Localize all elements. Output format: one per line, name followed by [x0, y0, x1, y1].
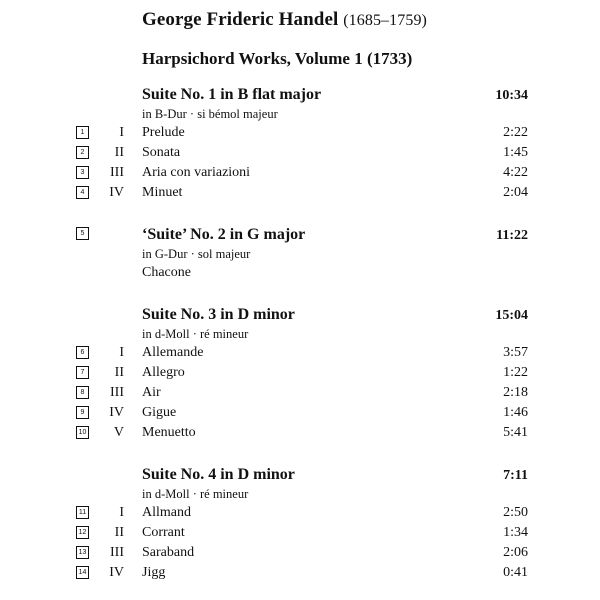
movement-duration: 2:50: [503, 505, 528, 520]
movement-name: Minuet: [142, 185, 183, 200]
movement-roman: III: [110, 385, 124, 400]
movement-roman: IV: [109, 185, 124, 200]
movement-name: Allmand: [142, 505, 191, 520]
track-number-14: 14: [76, 566, 89, 579]
movement-name: Allemande: [142, 345, 204, 360]
movement-name: Jigg: [142, 565, 166, 580]
track-number-4: 4: [76, 186, 89, 199]
composer-dates: (1685–1759): [343, 12, 427, 29]
suite-3-subtitle: in d-Moll · ré mineur: [142, 327, 249, 341]
track-number-6: 6: [76, 346, 89, 359]
track-number-11: 11: [76, 506, 89, 519]
movement-roman: IV: [109, 405, 124, 420]
movement-roman: I: [119, 345, 124, 360]
movement-duration: 3:57: [503, 345, 528, 360]
movement-name: Menuetto: [142, 425, 196, 440]
track-number-13: 13: [76, 546, 89, 559]
suite-3-duration: 15:04: [495, 308, 528, 323]
track-number-2: 2: [76, 146, 89, 159]
movement-duration: 1:45: [503, 145, 528, 160]
suite-1-title: Suite No. 1 in B flat major: [142, 86, 322, 103]
movement-duration: 2:06: [503, 545, 528, 560]
track-number-10: 10: [76, 426, 89, 439]
movement-name: Allegro: [142, 365, 185, 380]
movement-roman: IV: [109, 565, 124, 580]
movement-name: Corrant: [142, 525, 185, 540]
movement-roman: II: [114, 365, 124, 380]
suite-4-subtitle: in d-Moll · ré mineur: [142, 487, 249, 501]
movement-duration: 0:41: [503, 565, 528, 580]
track-number-1: 1: [76, 126, 89, 139]
suite-2-subtitle: in G-Dur · sol majeur: [142, 247, 251, 261]
movement-name: Sonata: [142, 145, 181, 160]
movement-roman: III: [110, 545, 124, 560]
suite-4-title: Suite No. 4 in D minor: [142, 466, 295, 483]
track-number-8: 8: [76, 386, 89, 399]
movement-roman: II: [114, 525, 124, 540]
movement-roman: V: [113, 425, 124, 440]
movement-name: Prelude: [142, 125, 185, 140]
suite-2-duration: 11:22: [496, 228, 528, 243]
suite-1-subtitle: in B-Dur · si bémol majeur: [142, 107, 278, 121]
movement-duration: 2:22: [503, 125, 528, 140]
movement-roman: I: [119, 125, 124, 140]
suite-1-duration: 10:34: [495, 88, 528, 103]
movement-duration: 5:41: [503, 425, 528, 440]
movement-duration: 1:46: [503, 405, 528, 420]
movement-duration: 4:22: [503, 165, 528, 180]
track-number-9: 9: [76, 406, 89, 419]
movement-duration: 2:04: [503, 185, 528, 200]
track-number-5: 5: [76, 227, 89, 240]
movement-name: Saraband: [142, 545, 195, 560]
suite-4-duration: 7:11: [503, 468, 528, 483]
suite-3-title: Suite No. 3 in D minor: [142, 306, 295, 323]
movement-name: Gigue: [142, 405, 177, 420]
suite-2-title: ‘Suite’ No. 2 in G major: [142, 226, 306, 243]
composer-heading: [142, 9, 427, 31]
suite-2-movement: Chacone: [142, 265, 191, 280]
movement-name: Aria con variazioni: [142, 165, 251, 180]
movement-duration: 2:18: [503, 385, 528, 400]
movement-duration: 1:22: [503, 365, 528, 380]
track-number-7: 7: [76, 366, 89, 379]
movement-roman: III: [110, 165, 124, 180]
movement-name: Air: [142, 385, 161, 400]
track-number-3: 3: [76, 166, 89, 179]
movement-roman: II: [114, 145, 124, 160]
track-number-12: 12: [76, 526, 89, 539]
movement-duration: 1:34: [503, 525, 528, 540]
composer-name: George Frideric Handel: [142, 9, 339, 30]
album-title: Harpsichord Works, Volume 1 (1733): [142, 49, 413, 68]
movement-roman: I: [119, 505, 124, 520]
